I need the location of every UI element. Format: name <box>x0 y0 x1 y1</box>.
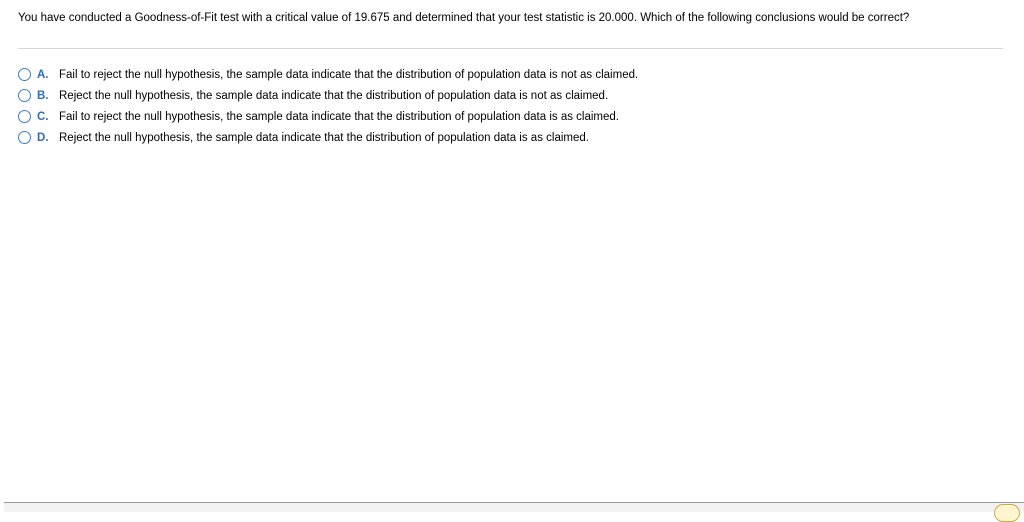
option-b[interactable] <box>18 85 1003 106</box>
option-d[interactable] <box>18 127 1003 148</box>
radio-button-d[interactable] <box>18 131 31 144</box>
option-letter-b: B. <box>37 89 49 102</box>
option-c[interactable] <box>18 106 1003 127</box>
help-badge-icon[interactable] <box>994 504 1020 522</box>
answer-options <box>18 64 1003 148</box>
radio-button-b[interactable] <box>18 89 31 102</box>
option-letter-d: D. <box>37 131 49 144</box>
option-text-a[interactable]: Fail to reject the null hypothesis, the sample data indicate that the distribution of population data is not as claimed. <box>59 68 639 81</box>
option-text-d[interactable]: Reject the null hypothesis, the sample data indicate that the distribution of population data is as claimed. <box>59 131 589 144</box>
option-letter-c: C. <box>37 110 49 123</box>
radio-button-c[interactable] <box>18 110 31 123</box>
question-text: You have conducted a Goodness-of-Fit test with a critical value of 19.675 and determined that your test statistic is 20.000. Which of the following conclusions would be correct? <box>18 12 910 24</box>
option-text-b[interactable]: Reject the null hypothesis, the sample data indicate that the distribution of population data is not as claimed. <box>59 89 609 102</box>
option-text-c[interactable]: Fail to reject the null hypothesis, the sample data indicate that the distribution of population data is as claimed. <box>59 110 619 123</box>
radio-button-a[interactable] <box>18 68 31 81</box>
option-letter-a: A. <box>37 68 49 81</box>
divider <box>18 48 1003 49</box>
option-a[interactable] <box>18 64 1003 85</box>
